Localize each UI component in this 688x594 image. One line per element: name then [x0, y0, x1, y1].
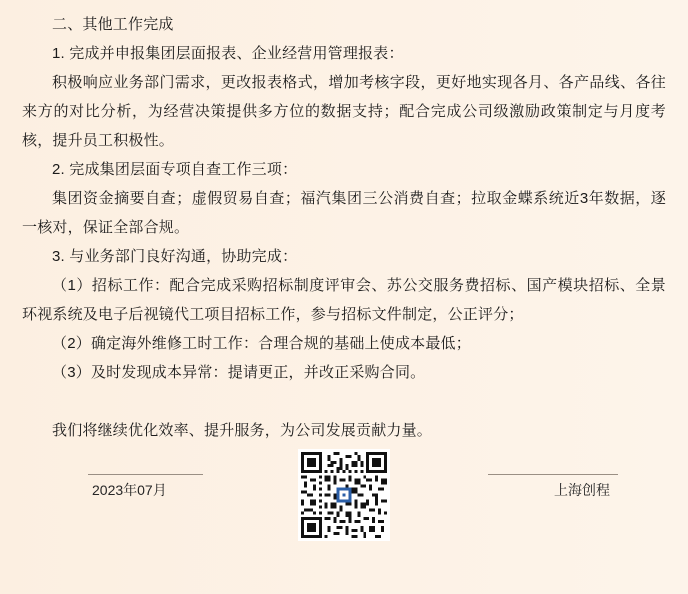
closing-statement: 我们将继续优化效率、提升服务，为公司发展贡献力量。	[52, 422, 433, 439]
qr-code-icon	[301, 452, 387, 538]
footer-date: 2023年07月	[92, 482, 167, 498]
item-2-title: 2. 完成集团层面专项自查工作三项：	[52, 161, 298, 178]
section-heading: 二、其他工作完成	[52, 16, 174, 33]
paragraph-spacer	[22, 387, 666, 416]
footer-divider-right	[488, 474, 618, 475]
footer-signer: 上海创程	[554, 482, 610, 498]
item-3-sub-2: （2）确定海外维修工时工作：合理合规的基础上使成本最低；	[52, 335, 471, 352]
item-2-body: 集团资金摘要自查；虚假贸易自查；福汽集团三公消费自查；拉取金蝶系统近3年数据，逐一核对，保证全部合规。	[22, 190, 666, 236]
item-3-sub-1: （1）招标工作：配合完成采购招标制度评审会、苏公交服务费招标、国产模块招标、全景环视系统及电子后视镜代工项目招标工作，参与招标文件制定，公正评分；	[22, 277, 666, 323]
document-body	[22, 10, 666, 445]
item-1-body: 积极响应业务部门需求，更改报表格式，增加考核字段，更好地实现各月、各产品线、各往来方的对比分析，为经营决策提供多方位的数据支持；配合完成公司级激励政策制定与月度考核，提升员工积极性。	[22, 74, 666, 149]
qr-code-container	[298, 449, 390, 541]
footer-divider-left	[88, 474, 203, 475]
item-1-title: 1. 完成并申报集团层面报表、企业经营用管理报表：	[52, 45, 404, 62]
item-3-sub-3: （3）及时发现成本异常：提请更正，并改正采购合同。	[52, 364, 426, 381]
item-3-title: 3. 与业务部门良好沟通，协助完成：	[52, 248, 298, 265]
document-footer	[0, 458, 688, 578]
